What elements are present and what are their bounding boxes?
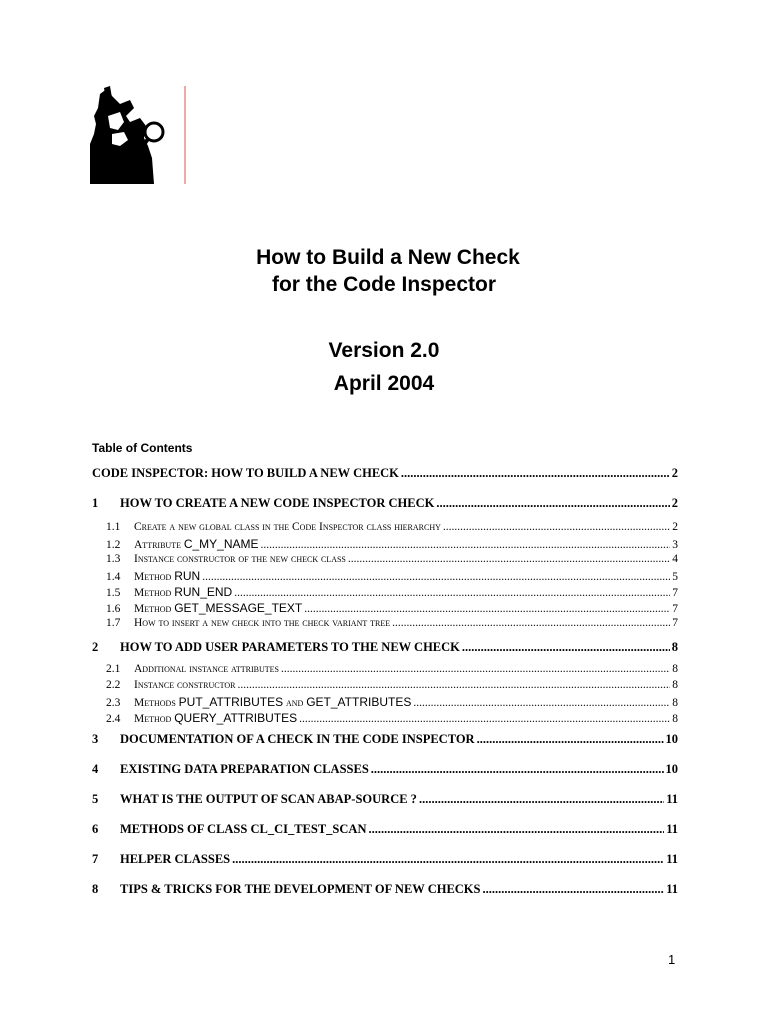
toc-entry-number: 1.5 — [106, 587, 121, 599]
toc-entry-number: 2 — [92, 640, 99, 654]
toc-entry[interactable] — [92, 466, 678, 481]
toc-entry[interactable] — [92, 679, 678, 691]
toc-entry-label: Instance constructor — [134, 679, 236, 691]
toc-entry-number: 1.7 — [106, 617, 121, 629]
toc-entry-page: 2 — [672, 521, 678, 533]
toc-entry[interactable] — [92, 569, 678, 583]
toc-entry-label: Create a new global class in the Code Inspector class hierarchy — [134, 521, 441, 533]
toc-entry-label: DOCUMENTATION OF A CHECK IN THE CODE INSPECTOR — [120, 732, 475, 746]
toc-entry[interactable] — [92, 663, 678, 675]
toc-entry-label: Method RUN — [134, 569, 201, 583]
toc-entry-number: 1.2 — [106, 539, 121, 551]
detective-magnifier-icon — [90, 86, 186, 184]
toc-entry-page: 7 — [672, 587, 678, 599]
toc-entry-label: CODE INSPECTOR: HOW TO BUILD A NEW CHECK — [92, 466, 399, 480]
toc-entry-label: HOW TO ADD USER PARAMETERS TO THE NEW CHECK — [120, 640, 460, 654]
toc-entry-label: Additional instance attributes — [134, 663, 279, 675]
toc-entry-page: 7 — [672, 617, 678, 629]
title-line-1: How to Build a New Check — [256, 246, 520, 269]
toc-entry-label: Method QUERY_ATTRIBUTES — [134, 711, 298, 725]
toc-entry-label: TIPS & TRICKS FOR THE DEVELOPMENT OF NEW CHECKS — [120, 882, 481, 896]
toc-entry[interactable] — [92, 792, 678, 807]
toc-entry[interactable] — [92, 496, 678, 511]
toc-entry[interactable] — [92, 695, 678, 709]
toc-entry-label: Instance constructor of the new check class — [134, 553, 346, 565]
toc-entry[interactable] — [92, 521, 678, 533]
toc-entry-number: 1 — [92, 496, 99, 510]
toc-entry-page: 8 — [672, 713, 678, 725]
toc-entry-label: HOW TO CREATE A NEW CODE INSPECTOR CHECK — [120, 496, 435, 510]
title-line-2: for the Code Inspector — [271, 273, 497, 296]
toc-entry[interactable] — [92, 553, 678, 565]
version-block — [0, 334, 768, 400]
toc-entry-page: 10 — [665, 762, 678, 776]
toc-entry[interactable] — [92, 762, 678, 777]
toc-entry-number: 5 — [92, 792, 99, 806]
toc-entry-page: 3 — [672, 539, 678, 551]
toc-entry-label: METHODS OF CLASS CL_CI_TEST_SCAN — [120, 822, 367, 836]
toc-entry-page: 2 — [671, 496, 678, 510]
toc-entry-number: 4 — [92, 762, 99, 776]
toc-entry-page: 11 — [666, 852, 678, 866]
toc-entry-page: 10 — [665, 732, 678, 746]
toc-entry-number: 2.4 — [106, 713, 121, 725]
toc-entry-page: 7 — [672, 603, 678, 615]
date-label: April 2004 — [333, 372, 435, 395]
toc-entry-number: 6 — [92, 822, 99, 836]
toc-entry[interactable] — [92, 852, 678, 867]
toc-entry-label: Attribute C_MY_NAME — [134, 537, 259, 551]
toc-entry-label: HELPER CLASSES — [120, 852, 231, 866]
toc-entry-number: 2.3 — [106, 697, 121, 709]
toc-entry-label: WHAT IS THE OUTPUT OF SCAN ABAP-SOURCE ? — [120, 792, 417, 806]
toc-entry[interactable] — [92, 822, 678, 837]
toc-entry-page: 2 — [671, 466, 678, 480]
toc-entry-number: 2.2 — [106, 679, 121, 691]
toc-entry[interactable] — [92, 537, 678, 551]
toc-entry-number: 7 — [92, 852, 99, 866]
toc-entry-page: 8 — [672, 663, 678, 675]
toc-entry-number: 1.3 — [106, 553, 121, 565]
toc-entry-label: Method GET_MESSAGE_TEXT — [134, 601, 303, 615]
toc-entry-number: 8 — [92, 882, 99, 896]
toc-entry-page: 4 — [672, 553, 678, 565]
toc-entry-number: 1.6 — [106, 603, 121, 615]
version-label: Version 2.0 — [328, 339, 440, 362]
toc-entry[interactable] — [92, 617, 678, 629]
document-title — [0, 244, 768, 298]
toc-entry[interactable] — [92, 601, 678, 615]
toc-heading: Table of Contents — [92, 441, 193, 455]
toc-entry[interactable] — [92, 882, 678, 897]
toc-entry-number: 3 — [92, 732, 99, 746]
toc-entry-number: 1.4 — [106, 571, 121, 583]
toc-entry[interactable] — [92, 732, 678, 747]
toc-entry-number: 2.1 — [106, 663, 121, 675]
toc-entry-page: 5 — [672, 571, 678, 583]
toc-entry-page: 8 — [672, 697, 678, 709]
toc-entry-page: 8 — [671, 640, 678, 654]
toc-entry-label: Method RUN_END — [134, 585, 233, 599]
toc-entry-page: 11 — [666, 792, 678, 806]
toc-entry[interactable] — [92, 711, 678, 725]
toc-entry-page: 11 — [666, 882, 678, 896]
page-number: 1 — [668, 952, 676, 967]
toc-entry-number: 1.1 — [106, 521, 121, 533]
inspector-logo — [90, 86, 186, 184]
toc-entry-page: 11 — [666, 822, 678, 836]
toc-entry-label: How to insert a new check into the check variant tree — [134, 617, 391, 629]
toc-entry[interactable] — [92, 640, 678, 655]
toc-entry-label: Methods PUT_ATTRIBUTES and GET_ATTRIBUTES — [134, 695, 412, 709]
toc-entry-label: EXISTING DATA PREPARATION CLASSES — [120, 762, 369, 776]
toc-entry-page: 8 — [672, 679, 678, 691]
toc-entry[interactable] — [92, 585, 678, 599]
